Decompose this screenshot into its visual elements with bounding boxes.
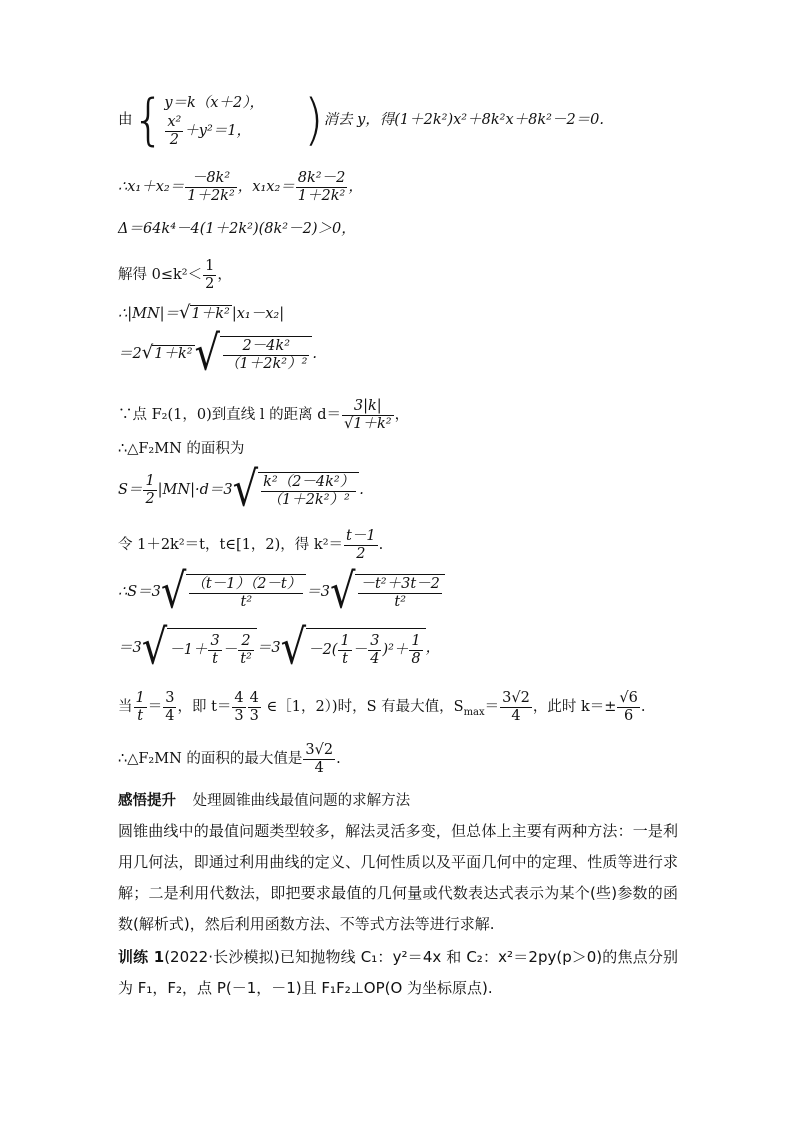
fraction: $\frac{t-1}{2}$ [346,528,376,562]
chord-length-line: ∴|MN|＝√1＋k² |x₁－x₂| [118,302,285,323]
left-brace: { [132,88,165,153]
summary-heading: 感悟提升 [118,793,176,809]
area-intro-line: ∴△F₂MN 的面积为 [118,441,245,457]
distance-line: ∵点 F₂(1，0)到直线 l 的距离 d＝ $\frac{3|k|}{\text{√1＋k²}}$ ， [118,398,410,432]
fraction: $\frac{\text{k²（2－4k²）}}{\text{（1＋2k²）²}}$ [263,473,355,508]
sqrt-expr: 1＋k² [191,306,230,322]
summary-heading-line [118,794,410,809]
discriminant-line: Δ＝64k⁴－4(1＋2k²)(8k²－2)＞0， [118,221,356,237]
area-formula-line: S＝ $\frac{1}{2}$ |MN|·d＝3√ $\frac{\text{k²（2－4k²）}}{\text{（1＋2k²）²}}$ . [118,462,364,518]
exercise-body: (2022·长沙模拟)已知抛物线 C₁：y²＝4x 和 C₂：x²＝2py(p＞0)的焦点分别为 F₁，F₂，点 P(－1，－1)且 F₁F₂⊥OP(O 为坐标原点). [118,948,678,997]
summary-title: 处理圆锥曲线最值问题的求解方法 [192,793,411,809]
equation-line: y＝k（x＋2）， [164,95,264,111]
maximum-condition-line: 当 $\frac{1}{t}$ ＝ $\frac{3}{4}$ ，即 t＝ $\frac{4}{3}$ $\frac{4}{3}$ ∈［1，2）)时，S 有最大值，$S_{max}=$ $\frac{3√2}{4}$ ，此时 k＝± $\frac{√6}{6}$ . [118,690,646,724]
text-you: 由 [118,112,133,129]
fraction: $\frac{\text{－t²＋3t－2}}{\text{t²}}$ [360,575,440,610]
fraction: $\frac{1}{2}$ [205,258,215,292]
fraction: $\frac{1}{2}$ [145,472,155,507]
exercise-label: 训练 1 [118,948,165,966]
chord-length-expanded-line: ＝2√1＋k²√ $\frac{\text{2－4k²}}{\text{（1＋2k²）²}}$ . [118,326,318,382]
maximum-area-line: ∴△F₂MN 的面积的最大值是 $\frac{3√2}{4}$ . [118,742,341,776]
area-in-t-line: ∴S＝3√ $\frac{(t-1)(2-t)}{\text{t²}}$ ＝3√ $\frac{\text{－t²＋3t－2}}{\text{t²}}$ [118,572,445,612]
right-paren: ) [303,88,324,153]
fraction: $\frac{(t-1)(2-t)}{\text{t²}}$ [191,575,302,610]
fraction: $\frac{\text{8k²－2}}{\text{1＋2k²}}$ [297,170,346,204]
fraction: $\frac{\text{2－4k²}}{\text{（1＋2k²）²}}$ [225,337,308,372]
solution-range-line: 解得 0≤k²＜ $\frac{1}{2}$ ， [118,258,232,292]
area-complete-square-line: ＝3√ －1＋ $\frac{3}{t}$ － $\frac{2}{\text{t²}}$ ＝3√ －2( $\frac{1}{t}$ － $\frac{3}{4}$ )²＋ $\frac{1}{8}$ ， [118,620,441,676]
fraction: $\frac{3|k|}{\text{√1＋k²}}$ [344,398,392,432]
exercise-paragraph [118,942,678,1004]
equation-system-line [118,88,605,153]
fraction: $\frac{\text{－8k²}}{\text{1＋2k²}}$ [187,170,235,204]
fraction: $\frac{\text{x²}}{2}$ [167,114,182,148]
summary-body: 圆锥曲线中的最值问题类型较多，解法灵活多变，但总体上主要有两种方法：一是利用几何法，即通过利用曲线的定义、几何性质以及平面几何中的定理、性质等进行求解；二是利用代数法，即把要求最值的几何量或代数表达式表示为某个(些)参数的函数(解析式)，然后利用函数方法、不等式方法等进行求解. [118,822,678,933]
eliminate-text: 消去 y，得(1＋2k²)x²＋8k²x＋8k²－2＝0. [323,112,605,129]
ellipse-equation: $\frac{\text{x²}}{2}$ ＋y²＝1， [167,114,252,148]
equation-system [164,92,264,148]
vieta-line: ∴x₁＋x₂＝ $\frac{\text{－8k²}}{\text{1＋2k²}}$ ，x₁x₂＝ $\frac{\text{8k²－2}}{\text{1＋2k²}}$ ， [118,170,363,204]
substitution-line: 令 1＋2k²＝t，t∈[1，2)，得 k²＝ $\frac{t-1}{2}$ . [118,528,384,562]
